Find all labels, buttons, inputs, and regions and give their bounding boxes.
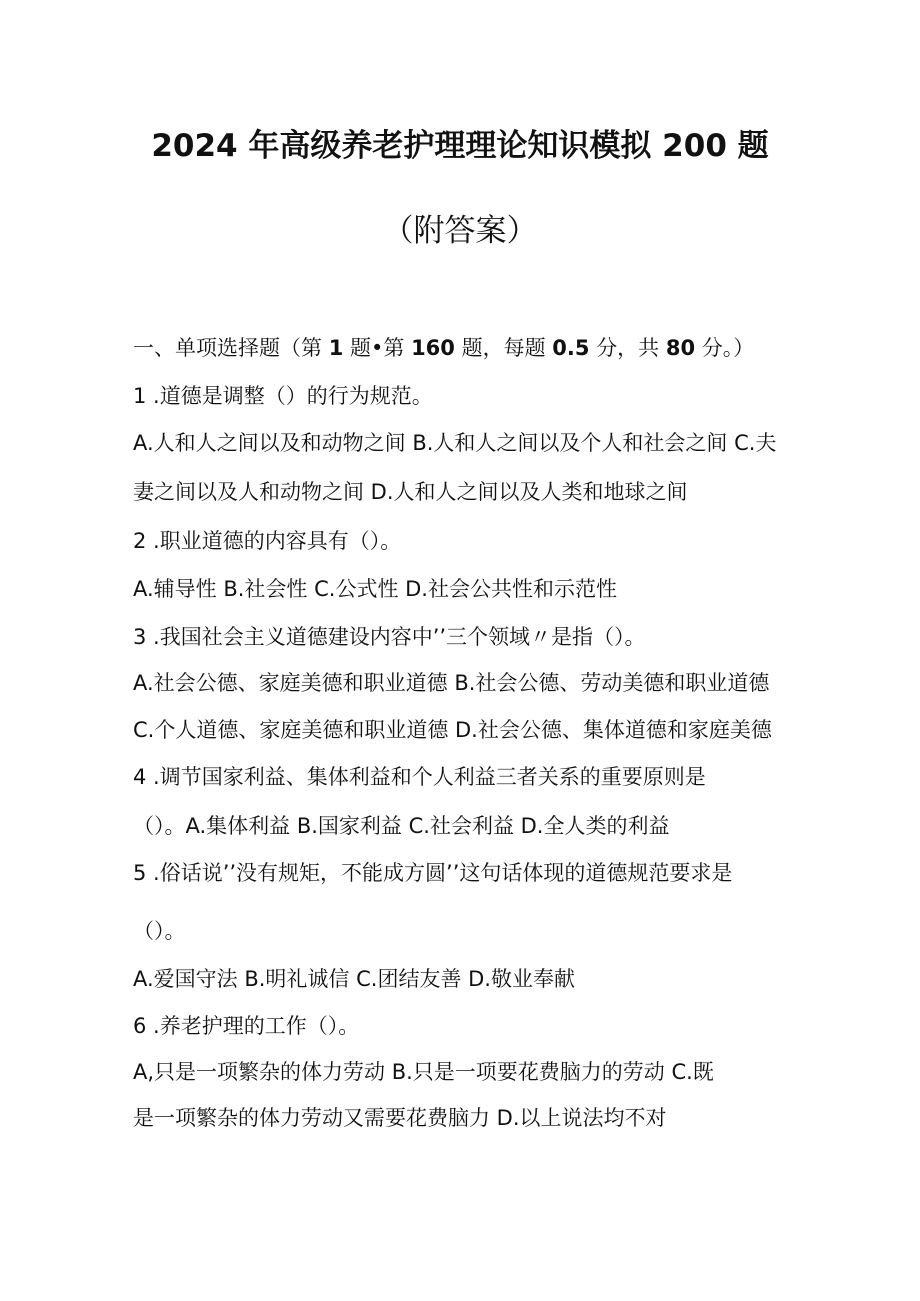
question-4: 4 .调节国家利益、集体利益和个人利益三者关系的重要原则是 [133, 765, 706, 789]
question-6-options-line-1: A,只是一项繁杂的体力劳动 B.只是一项要花费脑力的劳动 C.既 [133, 1060, 714, 1084]
section-prefix: 一、单项选择题（第 [133, 336, 329, 360]
question-5-blank: （）。 [133, 919, 186, 943]
section-start-number: 1 [328, 336, 344, 360]
question-4-options: （）。A.集体利益 B.国家利益 C.社会利益 D.全人类的利益 [133, 814, 670, 838]
section-mid-2: 题，每题 [454, 336, 553, 360]
section-end-number: 160 [411, 336, 455, 360]
section-suffix: 分。） [695, 336, 755, 360]
section-mid-3: 分，共 [589, 336, 666, 360]
question-3-options-line-2: C.个人道德、家庭美德和职业道德 D.社会公德、集体道德和家庭美德 [133, 718, 772, 742]
question-2: 2 .职业道德的内容具有（）。 [133, 529, 402, 553]
question-1-options-line-1: A.人和人之间以及和动物之间 B.人和人之间以及个人和社会之间 C.夫 [133, 431, 777, 455]
question-1: 1 .道德是调整（）的行为规范。 [133, 384, 433, 408]
document-title: 2024 年高级养老护理理论知识模拟 200 题 [151, 128, 769, 164]
section-points-total: 80 [665, 336, 696, 360]
document-subtitle: （附答案） [382, 213, 538, 249]
question-5: 5 .俗话说’’没有规矩，不能成方圆’’这句话体现的道德规范要求是 [133, 861, 733, 885]
question-3: 3 .我国社会主义道德建设内容中’’三个领域〃是指（）。 [133, 625, 646, 649]
question-5-options: A.爱国守法 B.明礼诚信 C.团结友善 D.敬业奉献 [133, 967, 575, 991]
section-mid-1: 题•第 [343, 336, 412, 360]
section-heading [133, 333, 754, 363]
question-3-options-line-1: A.社会公德、家庭美德和职业道德 B.社会公德、劳动美德和职业道德 [133, 671, 770, 695]
question-1-options-line-2: 妻之间以及人和动物之间 D.人和人之间以及人类和地球之间 [133, 480, 688, 504]
question-6-options-line-2: 是一项繁杂的体力劳动又需要花费脑力 D.以上说法均不对 [133, 1106, 667, 1130]
question-6: 6 .养老护理的工作（）。 [133, 1014, 360, 1038]
question-2-options: A.辅导性 B.社会性 C.公式性 D.社会公共性和示范性 [133, 577, 617, 601]
section-points-each: 0.5 [552, 336, 590, 360]
